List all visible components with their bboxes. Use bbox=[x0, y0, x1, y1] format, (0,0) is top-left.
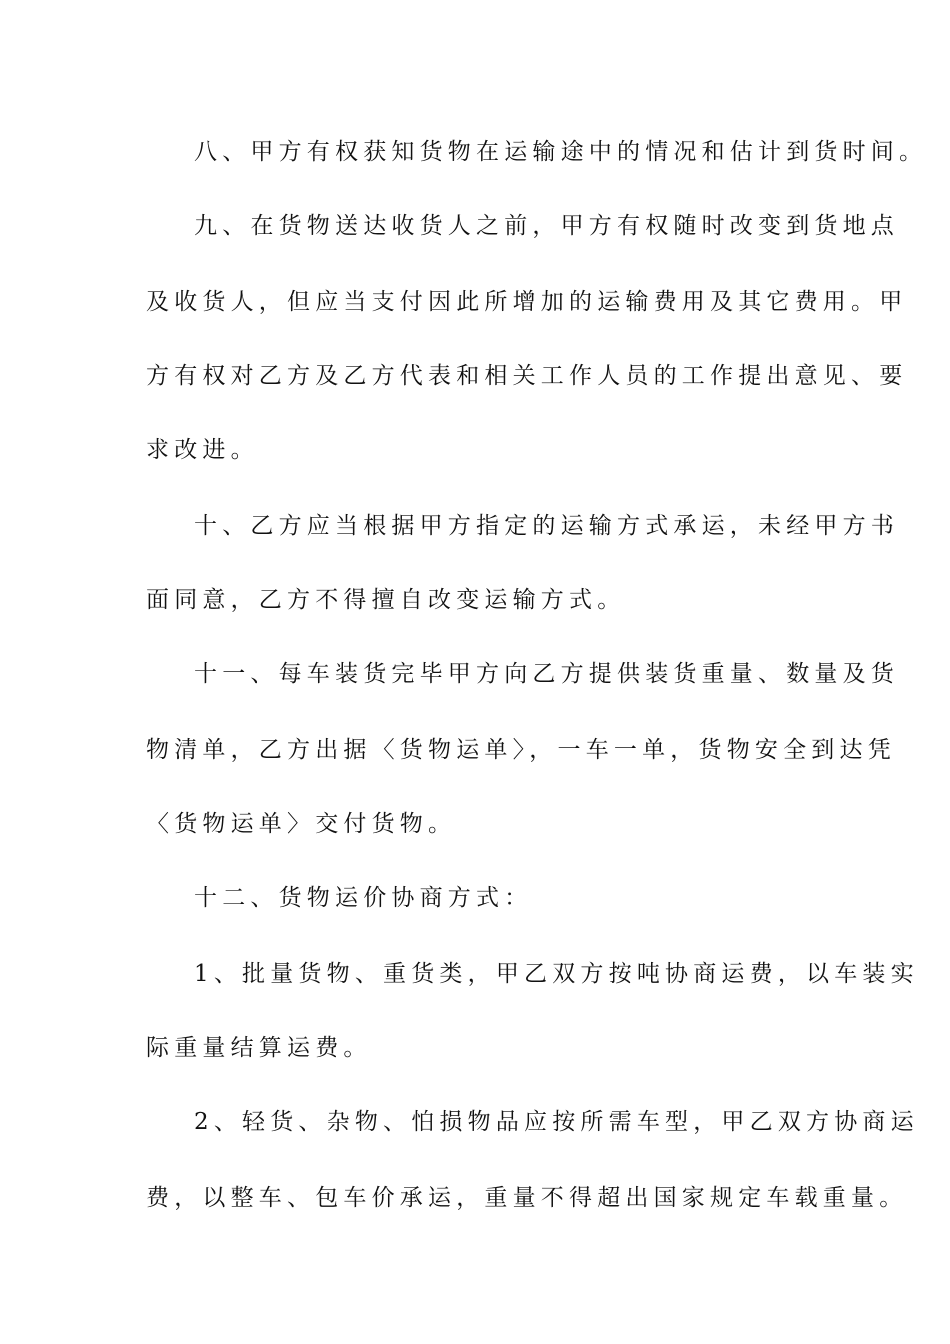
clause-8-line-1: 八、甲方有权获知货物在运输途中的情况和估计到货时间。 bbox=[194, 139, 928, 165]
clause-10-line-1: 十、乙方应当根据甲方指定的运输方式承运，未经甲方书 bbox=[194, 513, 899, 539]
clause-12-item-2-line-1: 2、轻货、杂物、怕损物品应按所需车型，甲乙双方协商运 bbox=[194, 1109, 919, 1135]
clause-11-line-1: 十一、每车装货完毕甲方向乙方提供装货重量、数量及货 bbox=[194, 661, 899, 687]
clause-9-line-3: 方有权对乙方及乙方代表和相关工作人员的工作提出意见、要 bbox=[146, 363, 908, 389]
clause-10-line-2: 面同意，乙方不得擅自改变运输方式。 bbox=[146, 587, 626, 613]
clause-11-line-2: 物清单，乙方出据〈货物运单〉，一车一单，货物安全到达凭 bbox=[146, 737, 896, 763]
clause-12-heading: 十二、货物运价协商方式： bbox=[194, 885, 533, 911]
clause-12-item-1-line-2: 际重量结算运费。 bbox=[146, 1035, 372, 1061]
clause-9-line-1: 九、在货物送达收货人之前，甲方有权随时改变到货地点 bbox=[194, 213, 899, 239]
clause-12-item-1-line-1: 1、批量货物、重货类，甲乙双方按吨协商运费，以车装实 bbox=[194, 961, 919, 987]
clause-9-line-2: 及收货人，但应当支付因此所增加的运输费用及其它费用。甲 bbox=[146, 289, 908, 315]
clause-12-item-2-line-2: 费，以整车、包车价承运，重量不得超出国家规定车载重量。 bbox=[146, 1185, 908, 1211]
clause-11-line-3: 〈货物运单〉交付货物。 bbox=[146, 811, 457, 837]
clause-9-line-4: 求改进。 bbox=[146, 437, 259, 463]
